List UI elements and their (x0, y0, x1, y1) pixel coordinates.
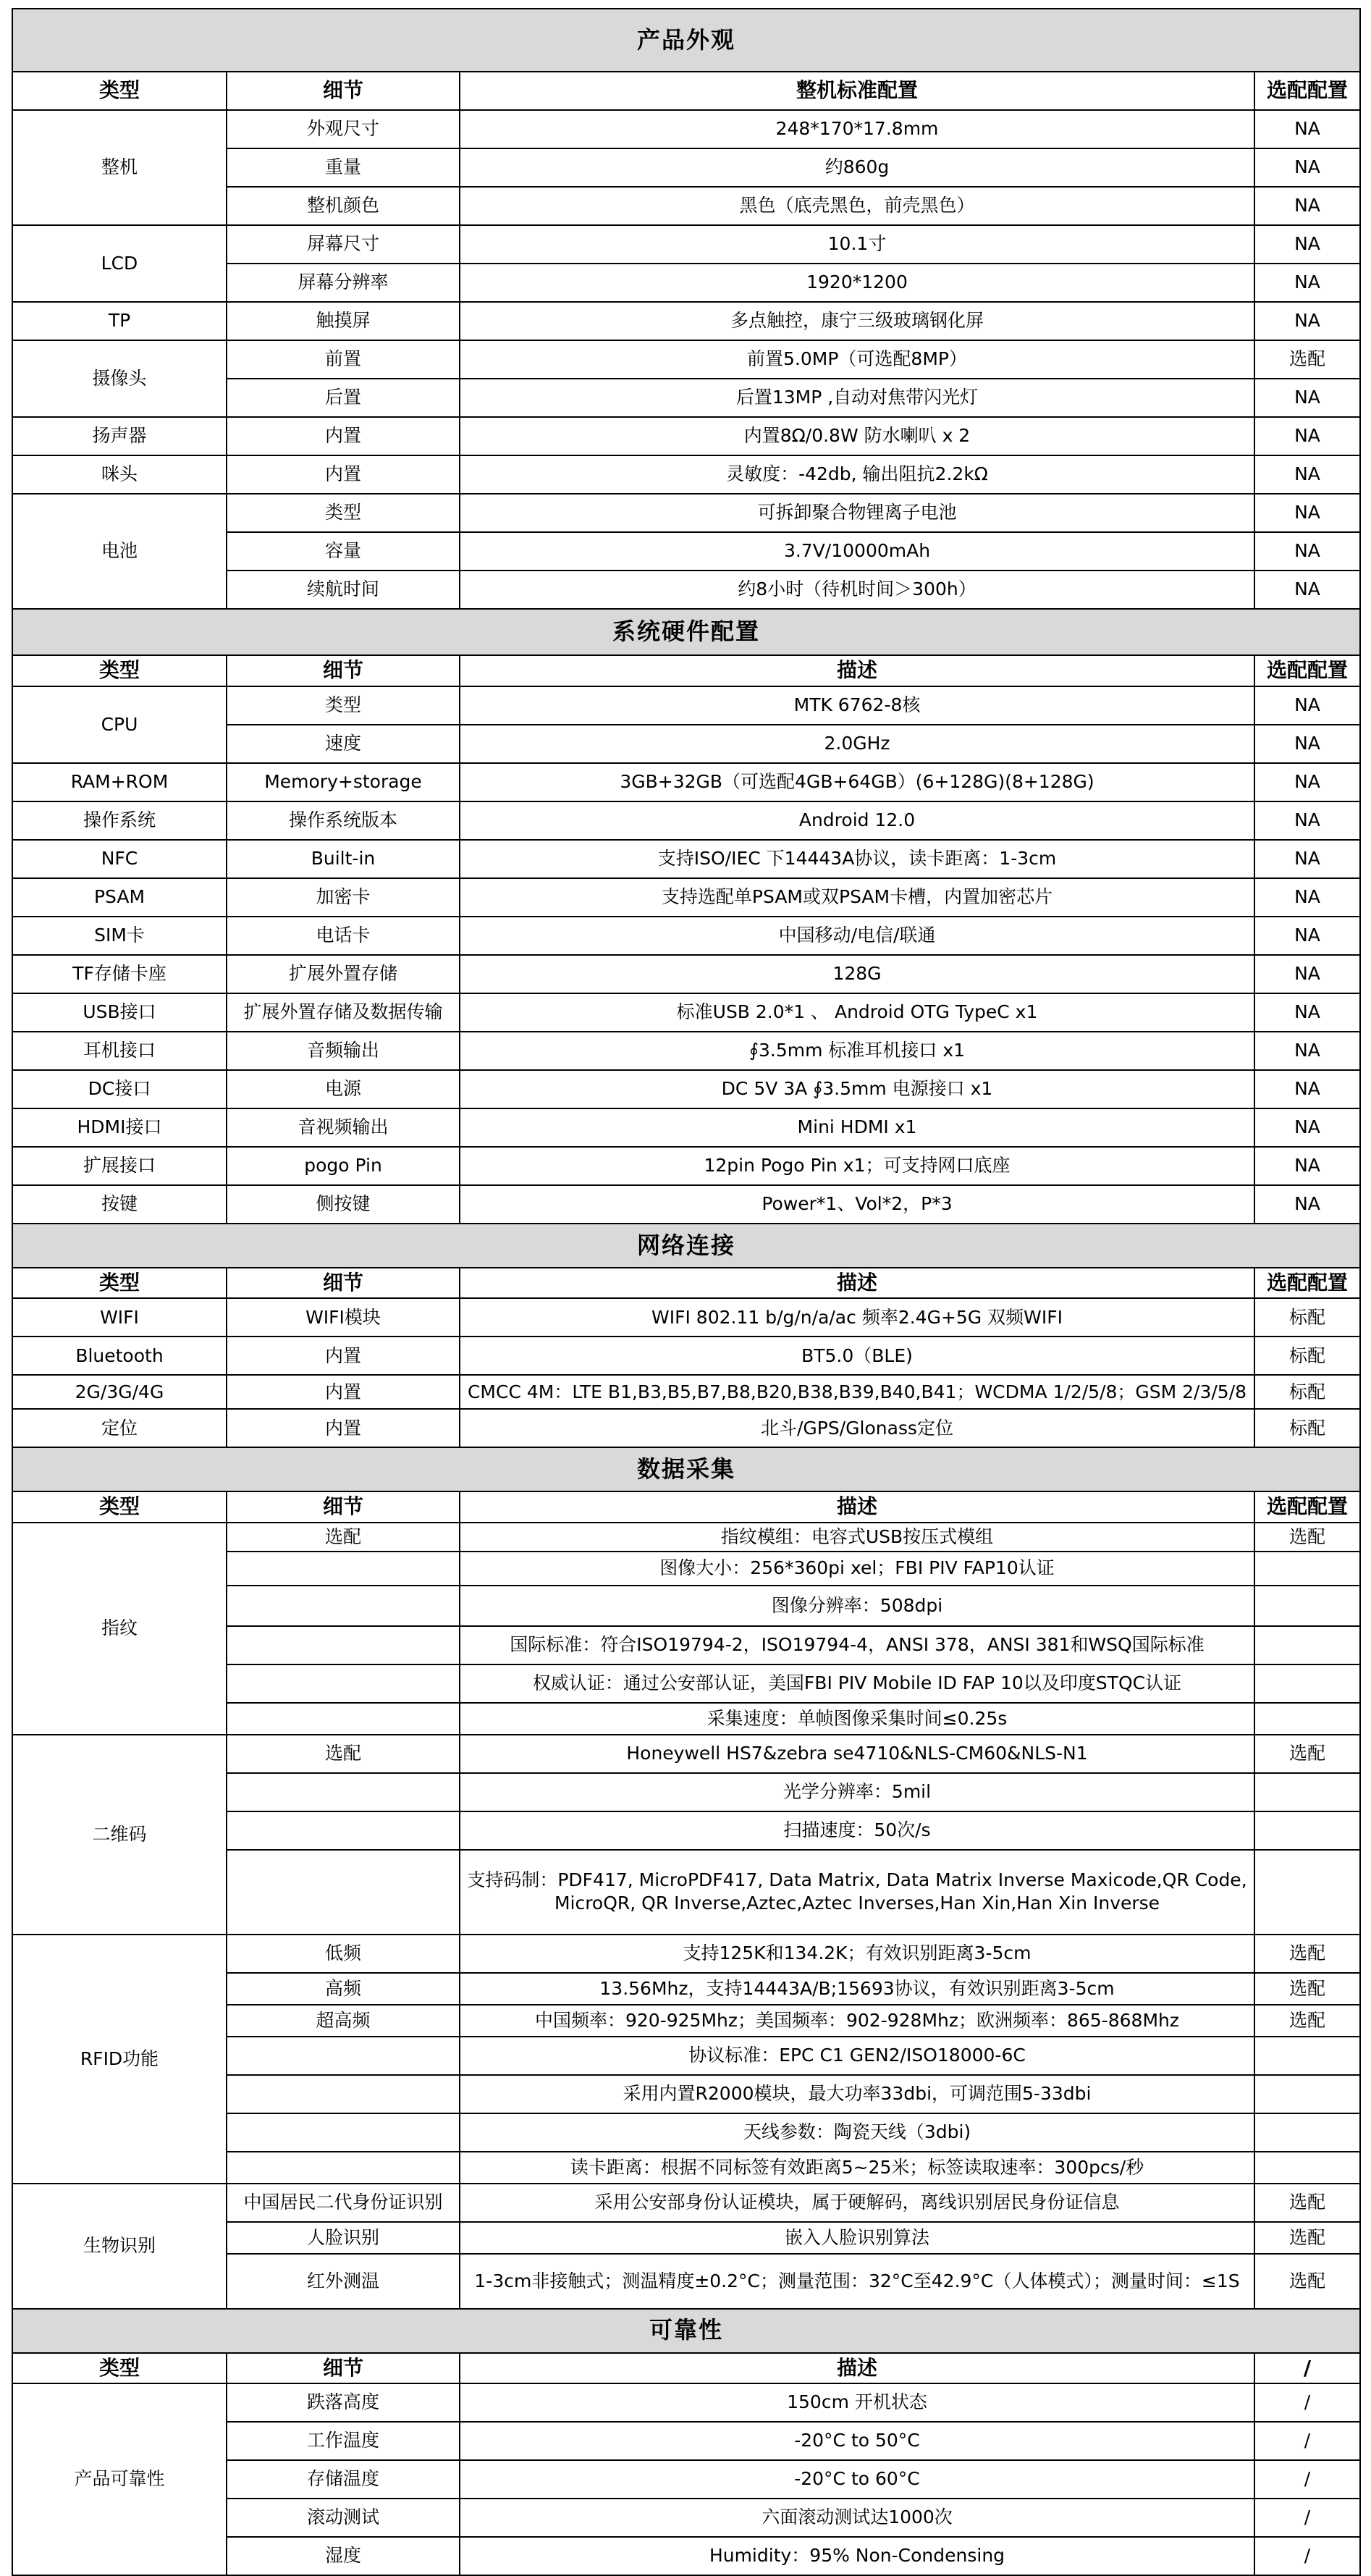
detail-cell: 人脸识别 (227, 2222, 460, 2254)
column-header-type: 类型 (12, 2353, 227, 2383)
value-cell: 128G (460, 955, 1254, 993)
value-cell: 约860g (460, 148, 1254, 187)
detail-cell: 屏幕分辨率 (227, 264, 460, 302)
detail-cell (227, 1703, 460, 1735)
option-cell: NA (1254, 494, 1360, 532)
option-cell: NA (1254, 993, 1360, 1032)
value-cell: 13.56Mhz，支持14443A/B;15693协议，有效识别距离3-5cm (460, 1973, 1254, 2005)
value-cell: 2.0GHz (460, 725, 1254, 763)
table-row (12, 417, 1360, 455)
detail-cell: 高频 (227, 1973, 460, 2005)
table-row (12, 917, 1360, 955)
category-cell: HDMI接口 (12, 1108, 227, 1147)
category-cell: 摄像头 (12, 340, 227, 417)
value-cell: 读卡距离：根据不同标签有效距离5~25米；标签读取速率：300pcs/秒 (460, 2152, 1254, 2184)
value-cell: 灵敏度：-42db, 输出阻抗2.2kΩ (460, 455, 1254, 494)
value-cell: 扫描速度：50次/s (460, 1811, 1254, 1850)
detail-cell: 触摸屏 (227, 302, 460, 340)
table-row (12, 686, 1360, 725)
option-cell (1254, 1626, 1360, 1664)
column-header-description: 描述 (460, 1491, 1254, 1522)
value-cell: 图像分辨率：508dpi (460, 1586, 1254, 1626)
value-cell: Humidity：95% Non-Condensing (460, 2537, 1254, 2575)
option-cell: 选配 (1254, 1735, 1360, 1773)
detail-cell (227, 1626, 460, 1664)
table-row (12, 1337, 1360, 1375)
value-cell: 248*170*17.8mm (460, 110, 1254, 148)
detail-cell (227, 1664, 460, 1703)
option-cell: NA (1254, 1070, 1360, 1108)
column-header-row (12, 2353, 1360, 2383)
table-row (12, 225, 1360, 264)
value-cell: CMCC 4M：LTE B1,B3,B5,B7,B8,B20,B38,B39,B40,B41；WCDMA 1/2/5/8；GSM 2/3/5/8 (460, 1375, 1254, 1409)
detail-cell: Memory+storage (227, 763, 460, 801)
option-cell: / (1254, 2422, 1360, 2460)
value-cell: DC 5V 3A ∮3.5mm 电源接口 x1 (460, 1070, 1254, 1108)
value-cell: -20°C to 60°C (460, 2460, 1254, 2499)
value-cell: 支持选配单PSAM或双PSAM卡槽，内置加密芯片 (460, 878, 1254, 917)
value-cell: 嵌入人脸识别算法 (460, 2222, 1254, 2254)
table-row (12, 2184, 1360, 2222)
value-cell: MTK 6762-8核 (460, 686, 1254, 725)
value-cell: WIFI 802.11 b/g/n/a/ac 频率2.4G+5G 双频WIFI (460, 1298, 1254, 1337)
option-cell (1254, 2152, 1360, 2184)
table-row (12, 1935, 1360, 1973)
detail-cell: 选配 (227, 1735, 460, 1773)
detail-cell: 中国居民二代身份证识别 (227, 2184, 460, 2222)
option-cell: NA (1254, 302, 1360, 340)
option-cell: NA (1254, 379, 1360, 417)
column-header-row (12, 655, 1360, 686)
column-header-description: 描述 (460, 2353, 1254, 2383)
option-cell: NA (1254, 264, 1360, 302)
category-cell: 扬声器 (12, 417, 227, 455)
option-cell: NA (1254, 417, 1360, 455)
value-cell: Mini HDMI x1 (460, 1108, 1254, 1147)
option-cell: NA (1254, 110, 1360, 148)
option-cell: NA (1254, 686, 1360, 725)
detail-cell: WIFI模块 (227, 1298, 460, 1337)
column-header-detail: 细节 (227, 1491, 460, 1522)
category-cell: 整机 (12, 110, 227, 225)
detail-cell (227, 2075, 460, 2113)
detail-cell: 内置 (227, 1375, 460, 1409)
column-header-row (12, 1491, 1360, 1522)
table-row (12, 1375, 1360, 1409)
table-row (12, 2383, 1360, 2422)
column-header-type: 类型 (12, 1268, 227, 1298)
option-cell (1254, 1850, 1360, 1935)
detail-cell: 重量 (227, 148, 460, 187)
table-row (12, 763, 1360, 801)
option-cell (1254, 1664, 1360, 1703)
category-cell: 耳机接口 (12, 1032, 227, 1070)
table-row (12, 1108, 1360, 1147)
table-row (12, 1185, 1360, 1224)
option-cell (1254, 2113, 1360, 2152)
value-cell: 北斗/GPS/Glonass定位 (460, 1409, 1254, 1447)
option-cell: 选配 (1254, 340, 1360, 379)
table-row (12, 1409, 1360, 1447)
category-cell: RFID功能 (12, 1935, 227, 2184)
option-cell (1254, 1811, 1360, 1850)
value-cell: 10.1寸 (460, 225, 1254, 264)
value-cell: 1920*1200 (460, 264, 1254, 302)
detail-cell: 侧按键 (227, 1185, 460, 1224)
detail-cell: 前置 (227, 340, 460, 379)
option-cell: NA (1254, 917, 1360, 955)
value-cell: 可拆卸聚合物锂离子电池 (460, 494, 1254, 532)
section-header (12, 1447, 1360, 1491)
detail-cell (227, 1811, 460, 1850)
detail-cell (227, 2113, 460, 2152)
spec-table (12, 8, 1361, 2576)
value-cell: 光学分辨率：5mil (460, 1773, 1254, 1811)
category-cell: 咪头 (12, 455, 227, 494)
value-cell: 12pin Pogo Pin x1；可支持网口底座 (460, 1147, 1254, 1185)
table-row (12, 1735, 1360, 1773)
option-cell (1254, 2075, 1360, 2113)
section-title: 可靠性 (12, 2309, 1360, 2353)
option-cell: NA (1254, 763, 1360, 801)
detail-cell: 内置 (227, 417, 460, 455)
value-cell: 支持125K和134.2K；有效识别距离3-5cm (460, 1935, 1254, 1973)
column-header-detail: 细节 (227, 1268, 460, 1298)
detail-cell: 工作温度 (227, 2422, 460, 2460)
detail-cell: 类型 (227, 494, 460, 532)
value-cell: Android 12.0 (460, 801, 1254, 840)
table-row (12, 993, 1360, 1032)
detail-cell: Built-in (227, 840, 460, 878)
option-cell: 选配 (1254, 1523, 1360, 1552)
detail-cell (227, 1773, 460, 1811)
value-cell: 国际标准：符合ISO19794-2，ISO19794-4，ANSI 378，ANSI 381和WSQ国际标准 (460, 1626, 1254, 1664)
value-cell: 天线参数：陶瓷天线（3dbi) (460, 2113, 1254, 2152)
value-cell: ∮3.5mm 标准耳机接口 x1 (460, 1032, 1254, 1070)
option-cell: NA (1254, 1185, 1360, 1224)
detail-cell (227, 1850, 460, 1935)
table-row (12, 1298, 1360, 1337)
option-cell: / (1254, 2460, 1360, 2499)
column-header-detail: 细节 (227, 655, 460, 686)
option-cell: NA (1254, 955, 1360, 993)
category-cell: 电池 (12, 494, 227, 609)
option-cell: NA (1254, 1147, 1360, 1185)
spec-table-body (12, 9, 1360, 2575)
detail-cell: 跌落高度 (227, 2383, 460, 2422)
option-cell (1254, 1703, 1360, 1735)
option-cell: / (1254, 2499, 1360, 2537)
value-cell: Power*1、Vol*2，P*3 (460, 1185, 1254, 1224)
value-cell: 1-3cm非接触式；测温精度±0.2°C；测量范围：32°C至42.9°C（人体模式）；测量时间：≤1S (460, 2254, 1254, 2309)
detail-cell: 扩展外置存储及数据传输 (227, 993, 460, 1032)
value-cell: 150cm 开机状态 (460, 2383, 1254, 2422)
table-row (12, 1070, 1360, 1108)
table-row (12, 302, 1360, 340)
category-cell: USB接口 (12, 993, 227, 1032)
column-header-description: 整机标准配置 (460, 72, 1254, 110)
column-header-option: 选配配置 (1254, 1268, 1360, 1298)
value-cell: 中国频率：920-925Mhz；美国频率：902-928Mhz；欧洲频率：865-868Mhz (460, 2005, 1254, 2037)
option-cell: NA (1254, 801, 1360, 840)
option-cell: NA (1254, 1032, 1360, 1070)
option-cell: 标配 (1254, 1337, 1360, 1375)
section-title: 数据采集 (12, 1447, 1360, 1491)
column-header-type: 类型 (12, 72, 227, 110)
option-cell: 选配 (1254, 1935, 1360, 1973)
category-cell: TF存储卡座 (12, 955, 227, 993)
table-row (12, 1147, 1360, 1185)
section-title: 网络连接 (12, 1224, 1360, 1268)
detail-cell: 滚动测试 (227, 2499, 460, 2537)
detail-cell: 超高频 (227, 2005, 460, 2037)
column-header-description: 描述 (460, 1268, 1254, 1298)
category-cell: RAM+ROM (12, 763, 227, 801)
detail-cell: 音频输出 (227, 1032, 460, 1070)
detail-cell: 整机颜色 (227, 187, 460, 225)
category-cell: PSAM (12, 878, 227, 917)
detail-cell (227, 1586, 460, 1626)
column-header-option: 选配配置 (1254, 1491, 1360, 1522)
table-row (12, 955, 1360, 993)
section-title: 产品外观 (12, 9, 1360, 72)
value-cell: BT5.0（BLE) (460, 1337, 1254, 1375)
option-cell: 选配 (1254, 1973, 1360, 2005)
value-cell: 图像大小：256*360pi xel；FBI PIV FAP10认证 (460, 1552, 1254, 1586)
option-cell: 选配 (1254, 2254, 1360, 2309)
detail-cell: 操作系统版本 (227, 801, 460, 840)
option-cell (1254, 1552, 1360, 1586)
column-header-option: 选配配置 (1254, 655, 1360, 686)
section-header (12, 2309, 1360, 2353)
detail-cell (227, 2037, 460, 2075)
category-cell: 二维码 (12, 1735, 227, 1935)
option-cell: 标配 (1254, 1298, 1360, 1337)
category-cell: NFC (12, 840, 227, 878)
detail-cell: 红外测温 (227, 2254, 460, 2309)
column-header-option: 选配配置 (1254, 72, 1360, 110)
table-row (12, 494, 1360, 532)
category-cell: 定位 (12, 1409, 227, 1447)
value-cell: 3GB+32GB（可选配4GB+64GB）(6+128G)(8+128G) (460, 763, 1254, 801)
column-header-row (12, 1268, 1360, 1298)
table-row (12, 1032, 1360, 1070)
value-cell: 支持ISO/IEC 下14443A协议，读卡距离：1-3cm (460, 840, 1254, 878)
detail-cell: 内置 (227, 1337, 460, 1375)
option-cell: NA (1254, 840, 1360, 878)
option-cell: 选配 (1254, 2005, 1360, 2037)
option-cell: 标配 (1254, 1409, 1360, 1447)
table-row (12, 840, 1360, 878)
option-cell: NA (1254, 878, 1360, 917)
detail-cell: 内置 (227, 455, 460, 494)
detail-cell: 内置 (227, 1409, 460, 1447)
section-title: 系统硬件配置 (12, 609, 1360, 655)
table-row (12, 1523, 1360, 1552)
value-cell: 黑色（底壳黑色，前壳黑色） (460, 187, 1254, 225)
detail-cell (227, 2152, 460, 2184)
category-cell: LCD (12, 225, 227, 302)
column-header-type: 类型 (12, 1491, 227, 1522)
option-cell: NA (1254, 1108, 1360, 1147)
value-cell: 多点触控，康宁三级玻璃钢化屏 (460, 302, 1254, 340)
value-cell: 协议标准：EPC C1 GEN2/ISO18000-6C (460, 2037, 1254, 2075)
option-cell: NA (1254, 455, 1360, 494)
option-cell: NA (1254, 532, 1360, 571)
detail-cell: pogo Pin (227, 1147, 460, 1185)
value-cell: 权威认证：通过公安部认证，美国FBI PIV Mobile ID FAP 10以及印度STQC认证 (460, 1664, 1254, 1703)
value-cell: Honeywell HS7&zebra se4710&NLS-CM60&NLS-N1 (460, 1735, 1254, 1773)
category-cell: 扩展接口 (12, 1147, 227, 1185)
value-cell: 中国移动/电信/联通 (460, 917, 1254, 955)
detail-cell: 选配 (227, 1523, 460, 1552)
table-row (12, 801, 1360, 840)
option-cell: NA (1254, 187, 1360, 225)
detail-cell: 速度 (227, 725, 460, 763)
detail-cell: 后置 (227, 379, 460, 417)
option-cell: 选配 (1254, 2222, 1360, 2254)
value-cell: 采集速度：单帧图像采集时间≤0.25s (460, 1703, 1254, 1735)
detail-cell: 扩展外置存储 (227, 955, 460, 993)
detail-cell: 外观尺寸 (227, 110, 460, 148)
category-cell: 指纹 (12, 1523, 227, 1735)
value-cell: 指纹模组：电容式USB按压式模组 (460, 1523, 1254, 1552)
detail-cell: 续航时间 (227, 571, 460, 609)
category-cell: Bluetooth (12, 1337, 227, 1375)
value-cell: 后置13MP ,自动对焦带闪光灯 (460, 379, 1254, 417)
section-header (12, 1224, 1360, 1268)
detail-cell: 存储温度 (227, 2460, 460, 2499)
value-cell: 六面滚动测试达1000次 (460, 2499, 1254, 2537)
option-cell: NA (1254, 571, 1360, 609)
value-cell: 标准USB 2.0*1 、 Android OTG TypeC x1 (460, 993, 1254, 1032)
option-cell: 选配 (1254, 2184, 1360, 2222)
value-cell: 内置8Ω/0.8W 防水喇叭 x 2 (460, 417, 1254, 455)
category-cell: TP (12, 302, 227, 340)
detail-cell (227, 1552, 460, 1586)
option-cell (1254, 1773, 1360, 1811)
column-header-option: / (1254, 2353, 1360, 2383)
section-header (12, 9, 1360, 72)
category-cell: 生物识别 (12, 2184, 227, 2309)
column-header-row (12, 72, 1360, 110)
table-row (12, 340, 1360, 379)
column-header-detail: 细节 (227, 2353, 460, 2383)
table-row (12, 455, 1360, 494)
option-cell (1254, 1586, 1360, 1626)
category-cell: SIM卡 (12, 917, 227, 955)
column-header-detail: 细节 (227, 72, 460, 110)
detail-cell: 屏幕尺寸 (227, 225, 460, 264)
value-cell: 约8小时（待机时间＞300h） (460, 571, 1254, 609)
option-cell: NA (1254, 148, 1360, 187)
column-header-type: 类型 (12, 655, 227, 686)
value-cell: 3.7V/10000mAh (460, 532, 1254, 571)
table-row (12, 878, 1360, 917)
detail-cell: 类型 (227, 686, 460, 725)
option-cell (1254, 2037, 1360, 2075)
column-header-description: 描述 (460, 655, 1254, 686)
detail-cell: 低频 (227, 1935, 460, 1973)
detail-cell: 音视频输出 (227, 1108, 460, 1147)
value-cell: 前置5.0MP（可选配8MP） (460, 340, 1254, 379)
category-cell: 操作系统 (12, 801, 227, 840)
detail-cell: 容量 (227, 532, 460, 571)
category-cell: 产品可靠性 (12, 2383, 227, 2575)
option-cell: / (1254, 2537, 1360, 2575)
category-cell: CPU (12, 686, 227, 763)
option-cell: / (1254, 2383, 1360, 2422)
section-header (12, 609, 1360, 655)
category-cell: 按键 (12, 1185, 227, 1224)
value-cell: 采用内置R2000模块，最大功率33dbi，可调范围5-33dbi (460, 2075, 1254, 2113)
option-cell: 标配 (1254, 1375, 1360, 1409)
category-cell: WIFI (12, 1298, 227, 1337)
detail-cell: 电话卡 (227, 917, 460, 955)
value-cell: 采用公安部身份认证模块，属于硬解码，离线识别居民身份证信息 (460, 2184, 1254, 2222)
table-row (12, 110, 1360, 148)
category-cell: 2G/3G/4G (12, 1375, 227, 1409)
option-cell: NA (1254, 225, 1360, 264)
value-cell: -20°C to 50°C (460, 2422, 1254, 2460)
detail-cell: 电源 (227, 1070, 460, 1108)
option-cell: NA (1254, 725, 1360, 763)
detail-cell: 湿度 (227, 2537, 460, 2575)
value-cell: 支持码制：PDF417, MicroPDF417, Data Matrix, Data Matrix Inverse Maxicode,QR Code, MicroQR, QR Inverse,Aztec,Aztec Inverses,Han Xin,Han Xin Inverse (460, 1850, 1254, 1935)
detail-cell: 加密卡 (227, 878, 460, 917)
category-cell: DC接口 (12, 1070, 227, 1108)
